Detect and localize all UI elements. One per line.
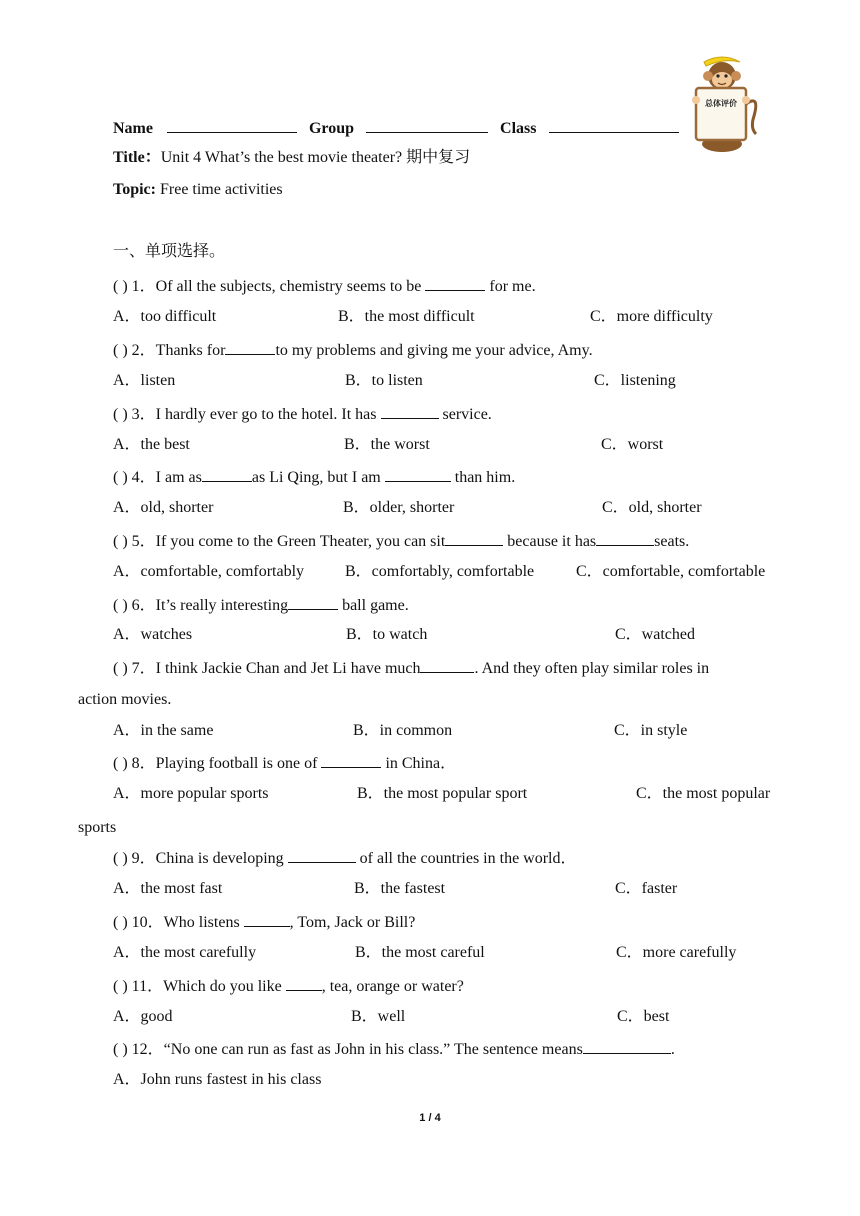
question-text: Who listens xyxy=(163,914,244,931)
option-c[interactable]: C．more carefully xyxy=(616,944,737,961)
option-a[interactable]: A．too difficult xyxy=(113,308,217,325)
option-a[interactable]: A．old, shorter xyxy=(113,499,214,516)
answer-paren[interactable]: ( ) xyxy=(113,342,128,359)
question-number: 11． xyxy=(131,978,164,995)
answer-blank xyxy=(244,911,290,927)
option-a[interactable]: A．the most carefully xyxy=(113,944,257,961)
topic-line xyxy=(113,180,283,200)
monkey-evaluation-badge xyxy=(684,54,760,154)
page-number: 1 / 4 xyxy=(419,1112,441,1124)
question-stem xyxy=(113,847,577,869)
option-a[interactable]: A．more popular sports xyxy=(113,785,269,802)
question-number: 7． xyxy=(131,660,156,677)
option-a[interactable]: A．John runs fastest in his class xyxy=(113,1071,322,1088)
question-text: ball game. xyxy=(338,597,409,614)
answer-paren[interactable]: ( ) xyxy=(113,278,128,295)
question-number: 4． xyxy=(131,469,156,486)
badge-text: 总体评价 xyxy=(705,99,737,108)
question-number: 2． xyxy=(131,342,156,359)
option-b[interactable]: B．in common xyxy=(353,722,453,739)
question-text: , tea, orange or water? xyxy=(321,978,464,995)
option-c-continued: sports xyxy=(78,819,117,836)
question-text: for me. xyxy=(485,278,536,295)
question-stem xyxy=(113,339,593,361)
question-text: If you come to the Green Theater, you can sit xyxy=(155,533,446,550)
question-text: Of all the subjects, chemistry seems to be xyxy=(155,278,426,295)
question-text: in China． xyxy=(381,755,457,772)
option-c[interactable]: C．old, shorter xyxy=(602,499,702,516)
answer-blank xyxy=(225,339,275,355)
question-text: I am as xyxy=(155,469,202,486)
answer-paren[interactable]: ( ) xyxy=(113,660,128,677)
answer-paren[interactable]: ( ) xyxy=(113,533,128,550)
question-stem xyxy=(113,1038,675,1060)
title-line xyxy=(113,148,470,168)
option-a[interactable]: A．listen xyxy=(113,372,176,389)
question-number: 1． xyxy=(131,278,156,295)
topic-label: Topic: xyxy=(113,181,156,198)
option-a[interactable]: A．comfortable, comfortably xyxy=(113,563,305,580)
question-text: Thanks for xyxy=(155,342,226,359)
question-text: seats. xyxy=(654,533,690,550)
question-text: It’s really interesting xyxy=(155,597,289,614)
option-b[interactable]: B．the fastest xyxy=(354,880,446,897)
answer-blank xyxy=(445,530,503,546)
class-label: Class xyxy=(500,120,537,137)
question-text: . And they often play similar roles in xyxy=(474,660,710,677)
question-stem xyxy=(113,975,464,997)
option-c[interactable]: C．the most popular xyxy=(636,785,771,802)
question-text: , Tom, Jack or Bill? xyxy=(289,914,416,931)
question-stem xyxy=(113,752,456,774)
student-info-line xyxy=(113,117,679,139)
title-label: Title： xyxy=(113,149,161,166)
question-text: of all the countries in the world． xyxy=(355,850,577,867)
answer-paren[interactable]: ( ) xyxy=(113,978,128,995)
topic-text: Free time activities xyxy=(155,181,283,198)
answer-blank xyxy=(583,1038,671,1054)
option-c[interactable]: C．more difficulty xyxy=(590,308,713,325)
question-text: to my problems and giving me your advice, Amy. xyxy=(275,342,593,359)
question-number: 12． xyxy=(131,1041,164,1058)
question-text: because it has xyxy=(503,533,597,550)
answer-blank xyxy=(425,275,485,291)
question-number: 9． xyxy=(131,850,156,867)
question-stem xyxy=(113,530,689,552)
question-text: “No one can run as fast as John in his class.” The sentence means xyxy=(163,1041,583,1058)
title-text: Unit 4 What’s the best movie theater? 期中复习 xyxy=(160,149,471,166)
answer-blank xyxy=(288,847,356,863)
question-number: 5． xyxy=(131,533,156,550)
question-stem xyxy=(113,275,536,297)
answer-paren[interactable]: ( ) xyxy=(113,914,128,931)
option-c[interactable]: C．best xyxy=(617,1008,670,1025)
option-a[interactable]: A．the best xyxy=(113,436,190,453)
option-b[interactable]: B．well xyxy=(351,1008,406,1025)
answer-blank xyxy=(321,752,381,768)
option-c[interactable]: C．listening xyxy=(594,372,676,389)
question-text: Playing football is one of xyxy=(155,755,322,772)
option-b[interactable]: B．the most careful xyxy=(355,944,485,961)
answer-paren[interactable]: ( ) xyxy=(113,850,128,867)
question-text: than him. xyxy=(450,469,516,486)
question-text: Which do you like xyxy=(163,978,286,995)
name-blank[interactable] xyxy=(167,117,297,133)
answer-blank xyxy=(288,594,338,610)
question-number: 8． xyxy=(131,755,156,772)
option-a[interactable]: A．in the same xyxy=(113,722,214,739)
option-a[interactable]: A．the most fast xyxy=(113,880,223,897)
answer-blank xyxy=(420,657,474,673)
option-c[interactable]: C．watched xyxy=(615,626,695,643)
answer-paren[interactable]: ( ) xyxy=(113,1041,128,1058)
group-label: Group xyxy=(308,120,355,137)
class-blank[interactable] xyxy=(549,117,679,133)
answer-blank xyxy=(381,403,439,419)
question-number: 3． xyxy=(131,406,156,423)
question-text: I think Jackie Chan and Jet Li have much xyxy=(155,660,421,677)
answer-paren[interactable]: ( ) xyxy=(113,755,128,772)
question-text: China is developing xyxy=(155,850,288,867)
question-text: . xyxy=(670,1041,675,1058)
question-stem xyxy=(113,657,709,679)
question-stem-continued: action movies. xyxy=(78,691,172,708)
option-a[interactable]: A．good xyxy=(113,1008,173,1025)
option-c[interactable]: C．comfortable, comfortable xyxy=(576,563,766,580)
question-stem xyxy=(113,911,415,933)
question-text: service. xyxy=(438,406,492,423)
answer-paren[interactable]: ( ) xyxy=(113,469,128,486)
question-number: 10． xyxy=(131,914,164,931)
answer-paren[interactable]: ( ) xyxy=(113,597,128,614)
option-b[interactable]: B．the most popular sport xyxy=(357,785,528,802)
option-b[interactable]: B．the most difficult xyxy=(338,308,475,325)
group-blank[interactable] xyxy=(366,117,488,133)
answer-blank xyxy=(286,975,322,991)
question-stem xyxy=(113,594,409,616)
option-b[interactable]: B．to watch xyxy=(346,626,428,643)
option-a[interactable]: A．watches xyxy=(113,626,193,643)
option-c[interactable]: C．in style xyxy=(614,722,688,739)
option-b[interactable]: B．to listen xyxy=(345,372,423,389)
question-text: I hardly ever go to the hotel. It has xyxy=(155,406,381,423)
answer-blank xyxy=(202,466,252,482)
name-label: Name xyxy=(113,120,153,137)
answer-paren[interactable]: ( ) xyxy=(113,406,128,423)
answer-blank xyxy=(596,530,654,546)
question-number: 6． xyxy=(131,597,156,614)
question-stem xyxy=(113,466,515,488)
section-heading: 一、单项选择。 xyxy=(113,243,226,260)
option-b[interactable]: B．comfortably, comfortable xyxy=(345,563,535,580)
question-text: as Li Qing, but I am xyxy=(251,469,385,486)
option-b[interactable]: B．the worst xyxy=(344,436,430,453)
option-c[interactable]: C．faster xyxy=(615,880,678,897)
answer-blank xyxy=(385,466,451,482)
option-c[interactable]: C．worst xyxy=(601,436,664,453)
question-stem xyxy=(113,403,492,425)
option-b[interactable]: B．older, shorter xyxy=(343,499,455,516)
